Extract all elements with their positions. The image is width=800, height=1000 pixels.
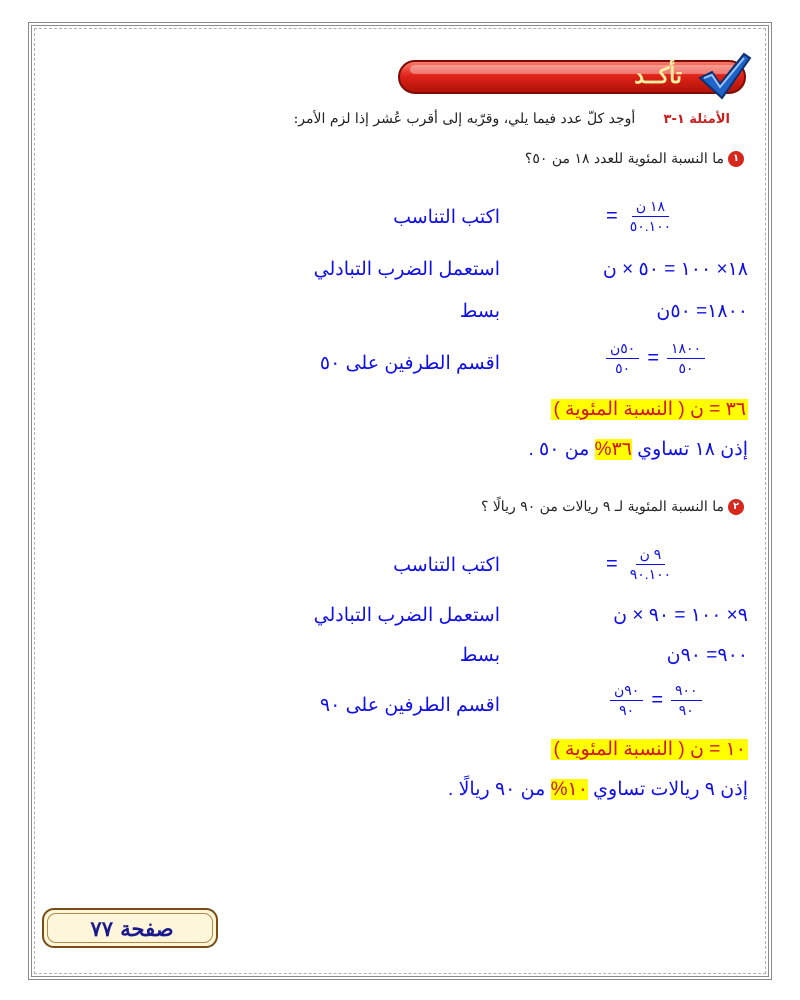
q1-step-3-equation: ١٨٠٠= ٥٠ن [656,301,748,322]
fraction-right [671,682,702,719]
percent-highlight: ١٠% [550,779,588,800]
banner-gloss [410,65,736,74]
fraction-denominator: ٥٠ [678,360,694,376]
question-1 [525,148,744,167]
q1-step-4-note: اقسم الطرفين على ٥٠ [319,353,500,374]
question-2 [481,496,744,515]
fraction [626,198,676,235]
fraction-numerator: ٩٠ن [610,682,643,701]
equals-sign: = [651,688,664,711]
fraction-denominator: ٩٠ [619,702,635,718]
fraction-numerator: ١٨٠٠ [667,340,705,359]
equals-sign: = [606,204,618,227]
equals-sign: = [606,552,618,575]
question-text: ما النسبة المئوية للعدد ١٨ من ٥٠؟ [524,151,724,167]
examples-label: الأمثلة ١-٣ [663,112,730,127]
question-number-badge: ١ [728,151,744,167]
question-text: ما النسبة المئوية لـ ٩ ريالات من ٩٠ ريالًا ؟ [480,499,724,515]
conclusion-suffix: من ٩٠ ريالًا . [448,779,551,800]
fraction-denominator: ٥٠.١٠٠ [629,218,672,234]
q2-step-2-equation: ٩× ١٠٠ = ٩٠ × ن [613,605,748,626]
fraction-numerator: ١٨ ن [632,198,669,217]
q2-step-3-note: بسط [459,645,500,666]
q1-result [551,398,748,421]
instruction-row [294,108,730,127]
q2-conclusion [448,778,748,801]
banner-title: تأكــد [634,63,682,89]
fraction [626,546,676,583]
fraction-numerator: ٩٠٠ [671,682,702,701]
equals-sign: = [647,346,660,369]
fraction-denominator: ٩٠.١٠٠ [629,566,672,582]
q2-step-3-equation: ٩٠٠= ٩٠ن [666,645,748,666]
fraction-denominator: ٩٠ [678,702,694,718]
q1-conclusion [528,438,748,461]
q2-step-1-equation [598,546,675,583]
fraction-left [606,340,639,377]
q2-result [551,738,748,761]
percent-highlight: ٣٦% [594,439,632,460]
q1-step-2-note: استعمل الضرب التبادلي [313,259,500,280]
question-number-badge: ٢ [728,499,744,515]
result-highlight: ٣٦ = ن ( النسبة المئوية ) [553,399,746,420]
q2-step-1-note: اكتب التناسب [393,555,500,576]
fraction-denominator: ٥٠ [615,360,631,376]
page-number-box [42,908,218,948]
q2-step-4-equation [610,682,702,719]
conclusion-prefix: إذن ٩ ريالات تساوي [587,779,748,800]
q2-step-4-note: اقسم الطرفين على ٩٠ [319,695,500,716]
q1-step-1-note: اكتب التناسب [393,207,500,228]
q2-step-2-note: استعمل الضرب التبادلي [313,605,500,626]
page-number: صفحة ٧٧ [90,916,174,941]
conclusion-prefix: إذن ١٨ تساوي [631,439,748,460]
fraction-numerator: ٩ ن [636,546,666,565]
q1-step-1-equation [598,198,675,235]
q1-step-4-equation [606,340,705,377]
result-highlight: ١٠ = ن ( النسبة المئوية ) [553,739,746,760]
instruction-text: أوجد كلّ عدد فيما يلي، وقرّبه إلى أقرب عُشر إذا لزم الأمر: [293,111,636,127]
takkad-banner [398,60,746,94]
conclusion-suffix: من ٥٠ . [528,439,595,460]
fraction-right [667,340,705,377]
fraction-left [610,682,643,719]
fraction-numerator: ٥٠ن [606,340,639,359]
q1-step-2-equation: ١٨× ١٠٠ = ٥٠ × ن [602,259,748,280]
checkmark-icon [696,50,752,102]
q1-step-3-note: بسط [459,301,500,322]
